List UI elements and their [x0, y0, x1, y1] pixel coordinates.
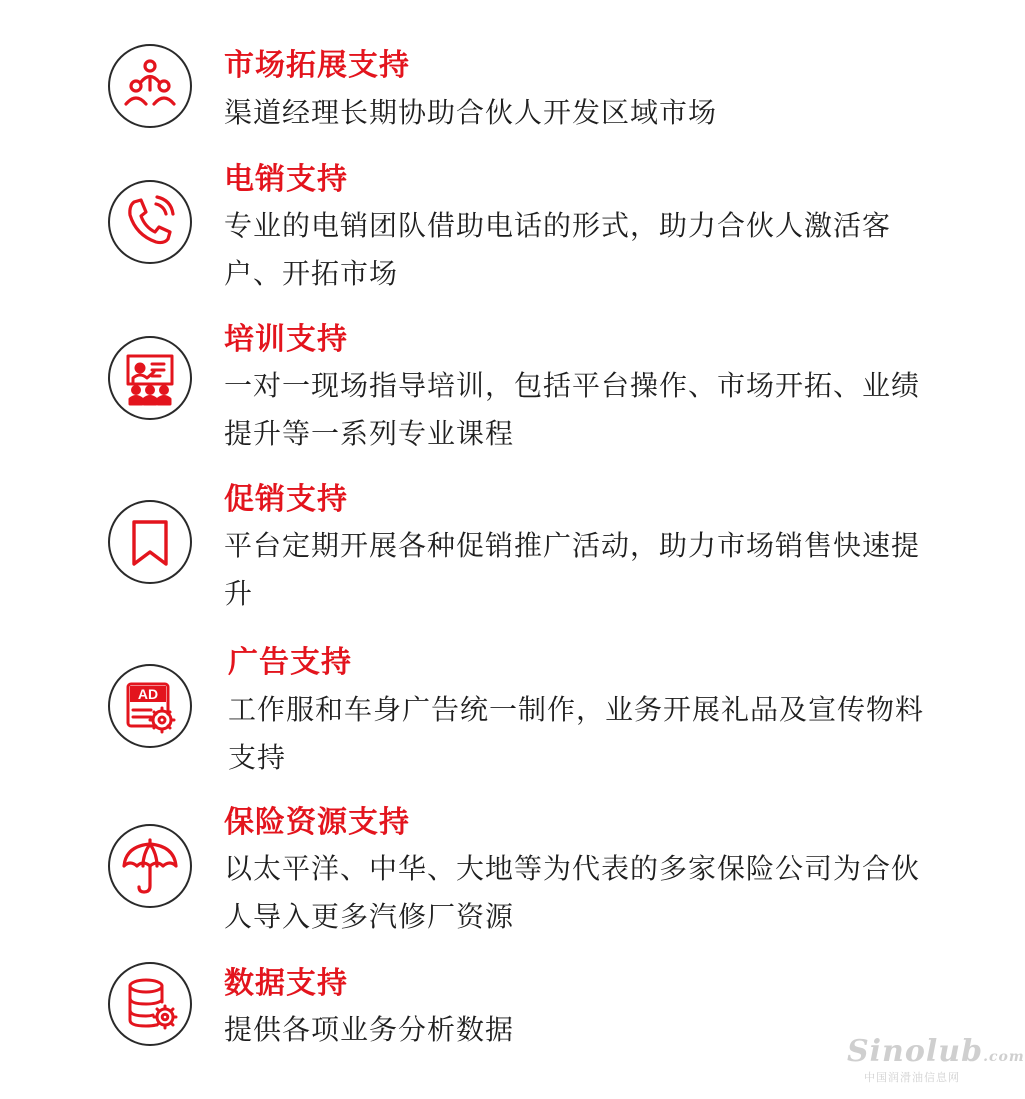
ad-settings-icon: [108, 664, 192, 748]
item-description: 渠道经理长期协助合伙人开发区域市场: [224, 96, 718, 129]
presentation-training-icon: [108, 336, 192, 420]
item-title: 广告支持: [228, 645, 352, 680]
umbrella-icon: [108, 824, 192, 908]
item-description: 专业的电销团队借助电话的形式，助力合伙人激活客户、开拓市场: [224, 209, 892, 290]
database-settings-icon: [108, 962, 192, 1046]
item-description: 以太平洋、中华、大地等为代表的多家保险公司为合伙人导入更多汽修厂资源: [224, 852, 921, 933]
sinolub-watermark: [847, 1034, 1025, 1085]
phone-icon: [108, 180, 192, 264]
item-description: 平台定期开展各种促销推广活动，助力市场销售快速提升: [224, 529, 921, 610]
watermark-logo: Sinolub.com: [847, 1034, 1025, 1069]
svg-text:AD: AD: [137, 686, 159, 702]
bookmark-icon: [108, 500, 192, 584]
people-network-icon: [108, 44, 192, 128]
item-title: 数据支持: [224, 966, 348, 1001]
item-description: 工作服和车身广告统一制作，业务开展礼品及宣传物料支持: [228, 693, 925, 774]
item-title: 促销支持: [224, 482, 348, 517]
watermark-caption: 中国润滑油信息网: [864, 1071, 960, 1084]
item-title: 保险资源支持: [224, 805, 410, 840]
item-title: 培训支持: [224, 322, 348, 357]
item-title: 市场拓展支持: [224, 48, 410, 83]
item-description: 一对一现场指导培训，包括平台操作、市场开拓、业绩提升等一系列专业课程: [224, 369, 921, 450]
item-title: 电销支持: [224, 162, 348, 197]
item-description: 提供各项业务分析数据: [224, 1013, 515, 1046]
